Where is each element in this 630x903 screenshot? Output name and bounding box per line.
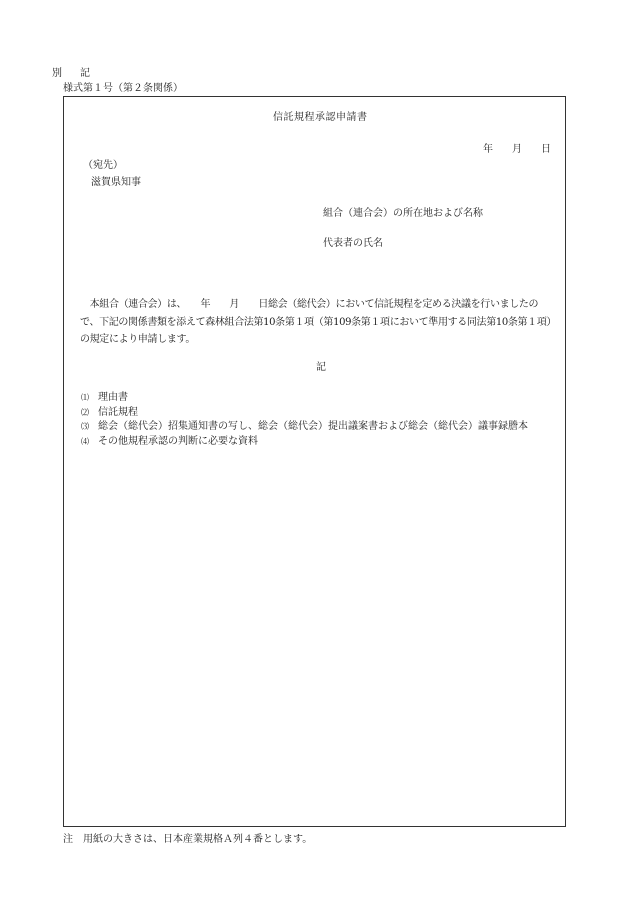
- addressee-label: （宛先）: [83, 160, 123, 171]
- item-text: その他規程承認の判断に必要な資料: [98, 436, 258, 448]
- applicant-address-name: 組合（連合会）の所在地および名称: [323, 208, 483, 219]
- item-number: ⑶: [81, 422, 89, 432]
- list-item: [81, 407, 528, 422]
- item-number: ⑷: [81, 437, 89, 447]
- item-text: 理由書: [98, 392, 128, 403]
- document-title: 信託規程承認申請書: [273, 112, 368, 123]
- item-text: 信託規程: [98, 406, 138, 418]
- ki-heading: 記: [316, 362, 326, 373]
- date-day-label: 日: [541, 144, 551, 155]
- representative-name: 代表者の氏名: [323, 238, 383, 249]
- list-item: [81, 436, 528, 451]
- date-year-label: 年: [483, 144, 493, 155]
- annex-label: 別 記: [52, 68, 94, 79]
- item-number: ⑴: [81, 393, 89, 402]
- item-number: ⑵: [81, 407, 89, 417]
- form-frame: [63, 96, 566, 827]
- form-number: 様式第１号（第２条関係）: [63, 83, 183, 94]
- item-text: 総会（総代会）招集通知書の写し、総会（総代会）提出議案書および総会（総代会）議事録謄本: [98, 421, 528, 433]
- list-item: [81, 392, 528, 407]
- date-month-label: 月: [512, 144, 522, 155]
- application-body: 本組合（連合会）は、 年 月 日総会（総代会）において信託規程を定める決議を行いましたの で、下記の関係書類を添えて森林組合法第10条第１項（第109条第１項において準用する同法第10条第１項） の規定により申請します。: [80, 299, 557, 345]
- date-line: [483, 144, 551, 156]
- addressee-name: 滋賀県知事: [91, 177, 141, 188]
- attachment-list: [81, 392, 528, 451]
- footnote: 注 用紙の大きさは、日本産業規格Ａ列４番とします。: [63, 834, 313, 845]
- list-item: [81, 421, 528, 436]
